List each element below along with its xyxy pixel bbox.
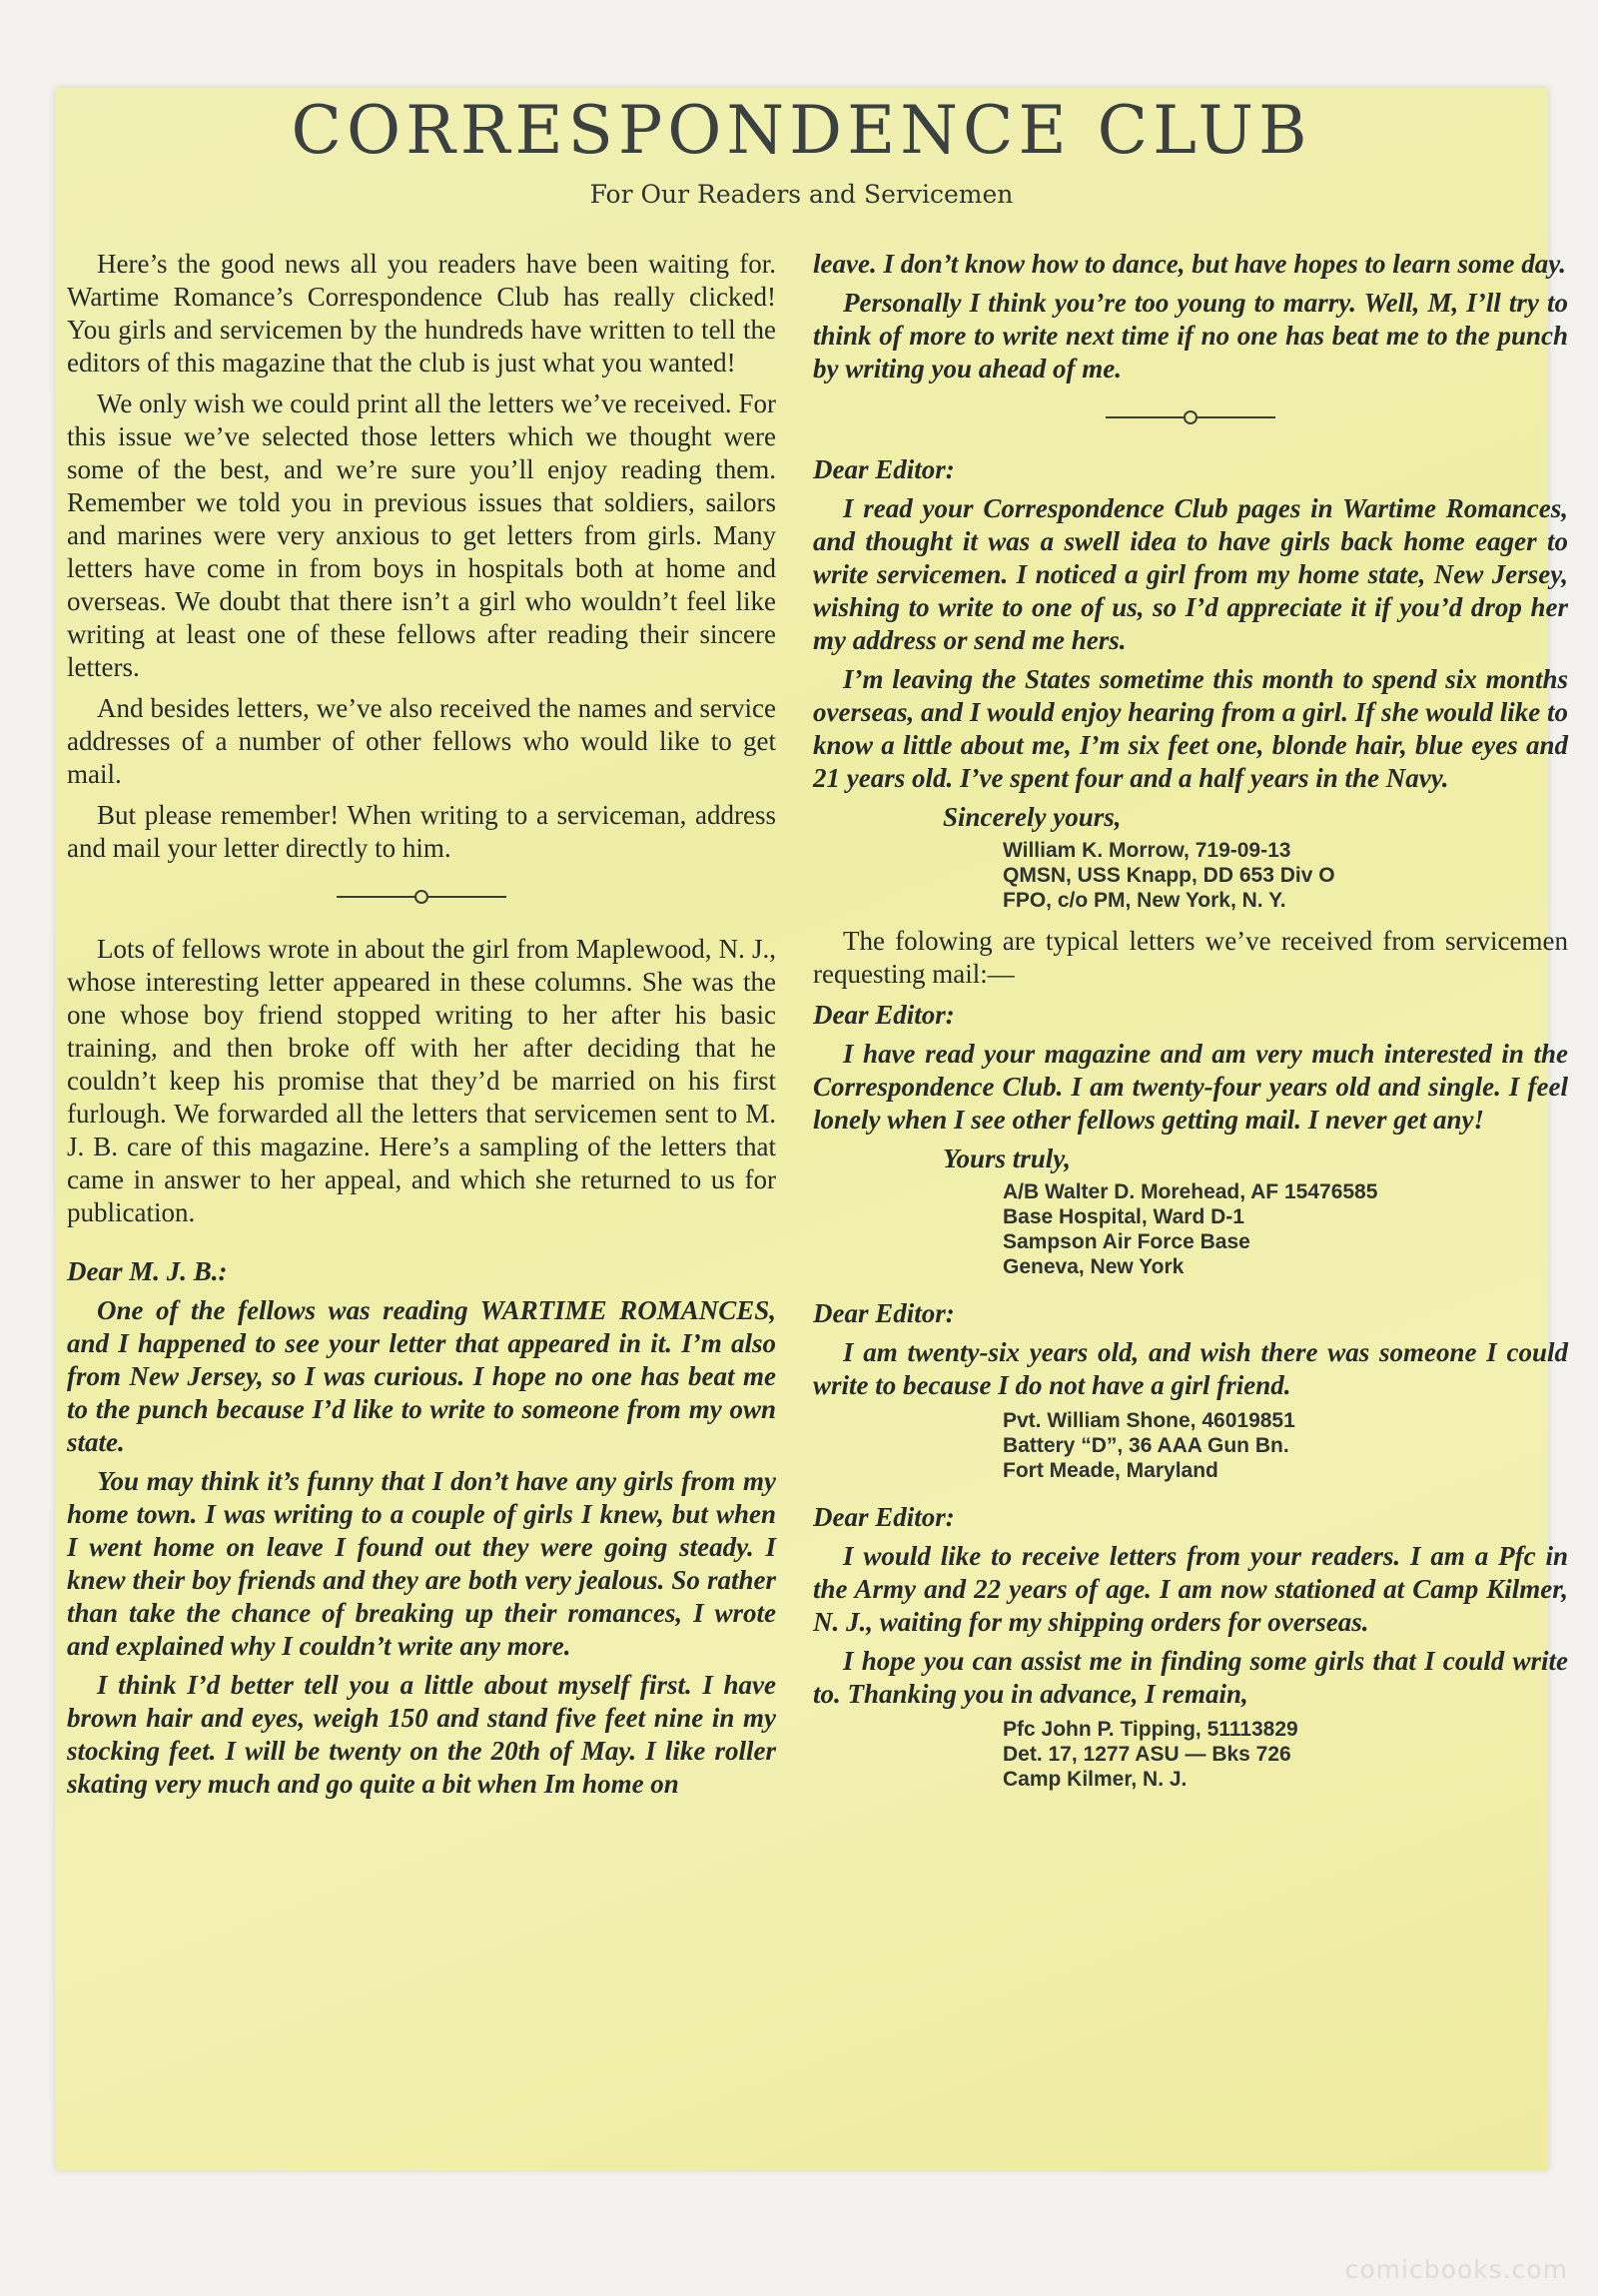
intro-paragraph: Here’s the good news all you readers have been waiting for. Wartime Romance’s Correspondence Club has really clicked! You girls and servicemen by the hundreds have written to tell the editors of this magazine that the club is just what you wanted! <box>67 249 776 378</box>
letter-paragraph: I think I’d better tell you a little about myself first. I have brown hair and eyes, weigh 150 and stand five feet nine in my stocking feet. I will be twenty on the 20th of May. I like roller skating very much and go quite a bit when Im home on <box>67 1670 776 1799</box>
intro-paragraph: We only wish we could print all the letters we’ve received. For this issue we’ve selected those letters which we thought were some of the best, and we’re sure you’ll enjoy reading them. Remember we told you in previous issues that soldiers, sailors and marines were very anxious to get letters from girls. Many letters have come in from boys in hospitals both at home and overseas. We doubt that there isn’t a girl who wouldn’t feel like writing at least one of these fellows after reading their sincere letters. <box>67 388 776 682</box>
letter-paragraph: leave. I don’t know how to dance, but have hopes to learn some day. <box>813 249 1566 279</box>
letter-paragraph: I read your Correspondence Club pages in Wartime Romances, and thought it was a swell idea to have girls back home eager to write servicemen. I noticed a girl from my home state, New Jersey, wishing to write to one of us, so I’d appreciate it if you’d drop her my address or send me hers. <box>813 493 1568 655</box>
address-line: Pfc John P. Tipping, 51113829 <box>1003 1718 1298 1741</box>
address-line: William K. Morrow, 719-09-13 <box>1003 839 1291 862</box>
letter-body <box>813 1540 1568 1711</box>
page-title: CORRESPONDENCE CLUB <box>291 92 1312 169</box>
story-paragraph: Lots of fellows wrote in about the girl from Maplewood, N. J., whose interesting letter appeared in these columns. She was the one whose boy friend stopped writing to her after his basic training, and then broke off with her after deciding that he couldn’t keep his promise that they’d be married on his first furlough. We forwarded all the letters that servicemen sent to M. J. B. care of this magazine. Here’s a sampling of the letters that came in answer to her appeal, and which she returned to us for publication. <box>67 934 776 1227</box>
address-line: Battery “D”, 36 AAA Gun Bn. <box>1003 1434 1289 1457</box>
letter-salutation: Dear Editor: <box>813 454 955 484</box>
letter-paragraph: I’m leaving the States sometime this month to spend six months overseas, and I would enjoy hearing from a girl. If she would like to know a little about me, I’m six feet one, blonde hair, blue eyes and 21 years old. I’ve spent four and a half years in the Navy. <box>813 664 1568 793</box>
left-column <box>67 248 776 1807</box>
address-line: Pvt. William Shone, 46019851 <box>1003 1409 1295 1432</box>
section-divider <box>1106 405 1275 429</box>
typical-letters-intro: The folowing are typical letters we’ve received from servicemen requesting mail:— <box>813 926 1568 989</box>
letter-salutation: Dear Editor: <box>813 1298 955 1328</box>
letter-body <box>67 1294 776 1801</box>
address-line: Geneva, New York <box>1003 1255 1185 1278</box>
sender-address <box>1003 838 1568 913</box>
letter-salutation: Dear Editor: <box>813 1502 955 1532</box>
magazine-page <box>55 88 1568 2170</box>
right-column <box>813 248 1568 1804</box>
letter-paragraph: I have read your magazine and am very much interested in the Correspondence Club. I am twenty-four years old and single. I feel lonely when I see other fellows getting mail. I never get any! <box>813 1039 1568 1135</box>
address-line: Fort Meade, Maryland <box>1003 1459 1218 1482</box>
intro-paragraph: And besides letters, we’ve also received the names and service addresses of a number of other fellows who would like to get mail. <box>67 693 776 789</box>
letter-paragraph: Personally I think you’re too young to marry. Well, M, I’ll try to think of more to write next time if no one has beat me to the punch by writing you ahead of me. <box>813 288 1568 383</box>
address-line: QMSN, USS Knapp, DD 653 Div O <box>1003 864 1335 887</box>
letter-paragraph: You may think it’s funny that I don’t have any girls from my home town. I was writing to a couple of girls I knew, but when I went home on leave I found out they were going steady. I knew their boy friends and they are both very jealous. So rather than take the chance of breaking up their romances, I wrote and explained why I couldn’t write any more. <box>67 1466 776 1661</box>
letter-paragraph: I hope you can assist me in finding some girls that I could write to. Thanking you in advance, I remain, <box>813 1646 1568 1709</box>
site-watermark: comicbooks.com <box>1344 2255 1568 2284</box>
letter-continuation <box>813 248 1568 385</box>
letter-salutation: Dear Editor: <box>813 1000 955 1030</box>
address-line: A/B Walter D. Morehead, AF 15476585 <box>1003 1180 1378 1203</box>
address-line: Camp Kilmer, N. J. <box>1003 1768 1188 1791</box>
sender-address <box>1003 1717 1568 1792</box>
letter-closing: Sincerely yours, <box>943 802 1122 832</box>
letter-paragraph: One of the fellows was reading WARTIME ROMANCES, and I happened to see your letter that appeared in it. I’m also from New Jersey, so I was curious. I hope no one has beat me to the punch because I’d like to write to someone from my own state. <box>67 1295 776 1457</box>
address-line: FPO, c/o PM, New York, N. Y. <box>1003 889 1286 912</box>
sender-address <box>1003 1179 1568 1279</box>
address-line: Base Hospital, Ward D-1 <box>1003 1205 1244 1228</box>
section-divider <box>337 885 506 909</box>
page-subtitle: For Our Readers and Servicemen <box>589 180 1014 209</box>
sender-address <box>1003 1408 1568 1483</box>
letter-closing: Yours truly, <box>943 1144 1072 1173</box>
letter-paragraph: I am twenty-six years old, and wish there was someone I could write to because I do not have a girl friend. <box>813 1337 1568 1400</box>
letter-body <box>813 492 1568 795</box>
address-line: Det. 17, 1277 ASU — Bks 726 <box>1003 1743 1291 1766</box>
letter-body <box>813 1336 1568 1402</box>
letter-paragraph: I would like to receive letters from your readers. I am a Pfc in the Army and 22 years of age. I am now stationed at Camp Kilmer, N. J., waiting for my shipping orders for overseas. <box>813 1541 1568 1637</box>
letter-body <box>813 1038 1568 1137</box>
letter-salutation: Dear M. J. B.: <box>67 1256 228 1286</box>
address-line: Sampson Air Force Base <box>1003 1230 1250 1253</box>
intro-paragraph: But please remember! When writing to a serviceman, address and mail your letter directly to him. <box>67 800 776 863</box>
